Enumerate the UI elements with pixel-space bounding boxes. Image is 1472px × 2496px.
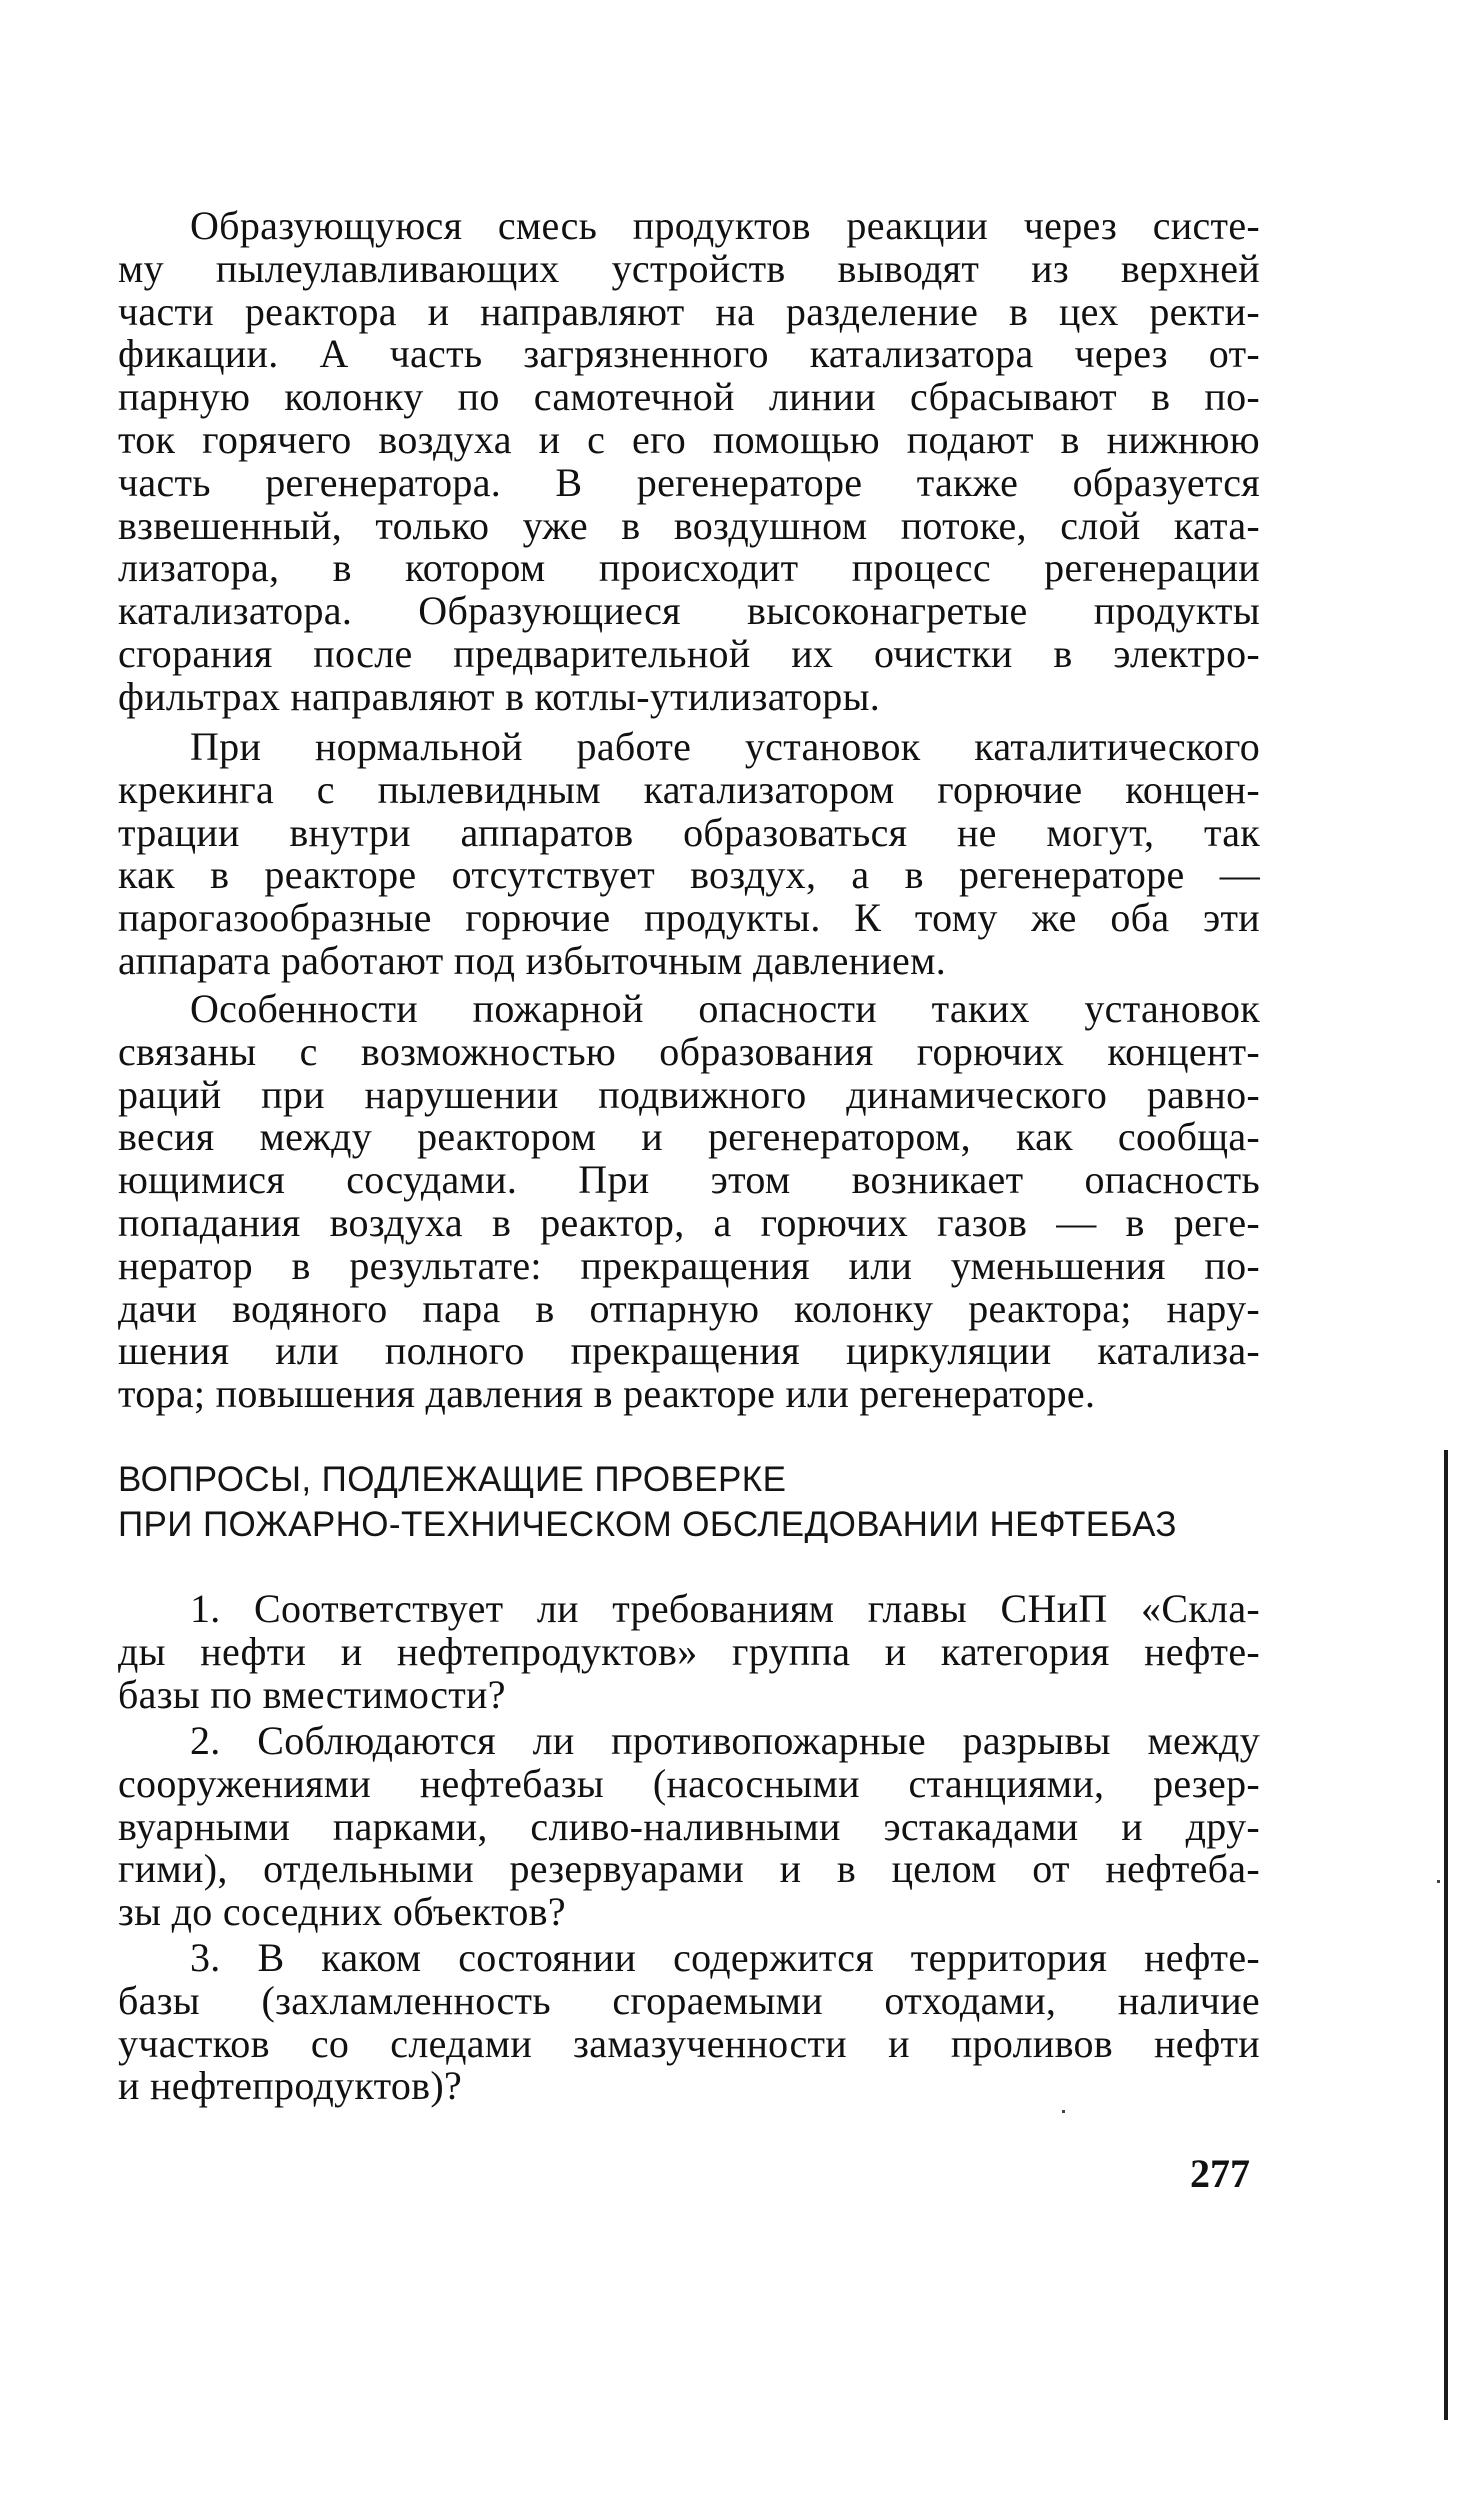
text-line: раций при нарушении подвижного динамического равно-: [118, 1071, 1260, 1117]
text-line: тора; повышения давления в реакторе или регенераторе.: [118, 1371, 1096, 1417]
text-line: 1. Соответствует ли требованиям главы СНиП «Скла-: [190, 1586, 1260, 1631]
text-line: 2. Соблюдаются ли противопожарные разрывы между: [190, 1718, 1260, 1763]
text-line: катализатора. Образующиеся высоконагретые продукты: [118, 588, 1260, 634]
text-line: лизатора, в котором происходит процесс регенерации: [118, 545, 1260, 591]
text-line: парную колонку по самотечной линии сбрасывают в по-: [118, 374, 1260, 420]
heading-line-1: ВОПРОСЫ, ПОДЛЕЖАЩИЕ ПРОВЕРКЕ: [118, 1460, 787, 1499]
paragraph-2: [118, 726, 1260, 983]
question-3: [118, 1937, 1260, 2108]
page-number: 277: [1190, 2151, 1250, 2196]
text-line: как в реакторе отсутствует воздух, а в регенераторе —: [118, 852, 1260, 898]
text-line: зы до соседних объектов?: [118, 1889, 566, 1935]
page-edge-rule: [1444, 1450, 1448, 2420]
text-line: часть регенератора. В регенераторе также образуется: [118, 459, 1260, 505]
text-line: гими), отдельными резервуарами и в целом от нефтеба-: [118, 1846, 1260, 1892]
scan-speck: [1062, 2110, 1065, 2113]
text-line: фильтрах направляют в котлы-утилизаторы.: [118, 673, 881, 719]
text-line: трации внутри аппаратов образоваться не могут, так: [118, 809, 1260, 855]
text-line: попадания воздуха в реактор, а горючих газов — в реге-: [118, 1199, 1260, 1245]
text-line: вуарными парками, сливо-наливными эстакадами и дру-: [118, 1803, 1260, 1849]
text-line: и нефтепродуктов)?: [118, 2063, 463, 2109]
text-line: сооружениями нефтебазы (насосными станциями, резер-: [118, 1760, 1260, 1806]
text-line: сгорания после предварительной их очистки в электро-: [118, 630, 1260, 676]
text-line: связаны с возможностью образования горючих концент-: [118, 1028, 1260, 1074]
text-line: 3. В каком состоянии содержится территория нефте-: [190, 1935, 1260, 1980]
text-line: базы (захламленность сгораемыми отходами, наличие: [118, 1977, 1260, 2023]
text-line: ток горячего воздуха и с его помощью подают в нижнюю: [118, 416, 1260, 462]
heading-line-2: ПРИ ПОЖАРНО-ТЕХНИЧЕСКОМ ОБСЛЕДОВАНИИ НЕФТЕБАЗ: [118, 1505, 1177, 1544]
text-line: крекинга с пылевидным катализатором горючие концен-: [118, 766, 1260, 812]
text-line: Образующуюся смесь продуктов реакции через систе-: [190, 203, 1260, 248]
paragraph-3: [118, 988, 1260, 1416]
text-line: При нормальной работе установок каталитического: [190, 724, 1260, 769]
text-line: нератор в результате: прекращения или уменьшения по-: [118, 1242, 1260, 1288]
text-line: части реактора и направляют на разделение в цех ректи-: [118, 288, 1260, 334]
text-line: му пылеулавливающих устройств выводят из верхней: [118, 245, 1260, 291]
text-line: парогазообразные горючие продукты. К тому же оба эти: [118, 895, 1260, 941]
scan-speck: [1437, 1880, 1440, 1883]
text-line: базы по вместимости?: [118, 1671, 506, 1717]
question-1: [118, 1588, 1260, 1716]
text-line: взвешенный, только уже в воздушном потоке, слой ката-: [118, 502, 1260, 548]
question-2: [118, 1720, 1260, 1934]
text-line: Особенности пожарной опасности таких установок: [190, 986, 1260, 1031]
text-line: дачи водяного пара в отпарную колонку реактора; нару-: [118, 1285, 1260, 1331]
paragraph-1: [118, 205, 1260, 719]
text-line: участков со следами замазученности и проливов нефти: [118, 2020, 1260, 2066]
text-line: весия между реактором и регенератором, как сообща-: [118, 1114, 1260, 1160]
section-heading: [118, 1457, 1278, 1547]
text-line: ющимися сосудами. При этом возникает опасность: [118, 1157, 1260, 1203]
text-line: фикации. А часть загрязненного катализатора через от-: [118, 331, 1260, 377]
text-line: ды нефти и нефтепродуктов» группа и категория нефте-: [118, 1628, 1260, 1674]
text-line: шения или полного прекращения циркуляции катализа-: [118, 1328, 1260, 1374]
text-line: аппарата работают под избыточным давлением.: [118, 937, 946, 983]
